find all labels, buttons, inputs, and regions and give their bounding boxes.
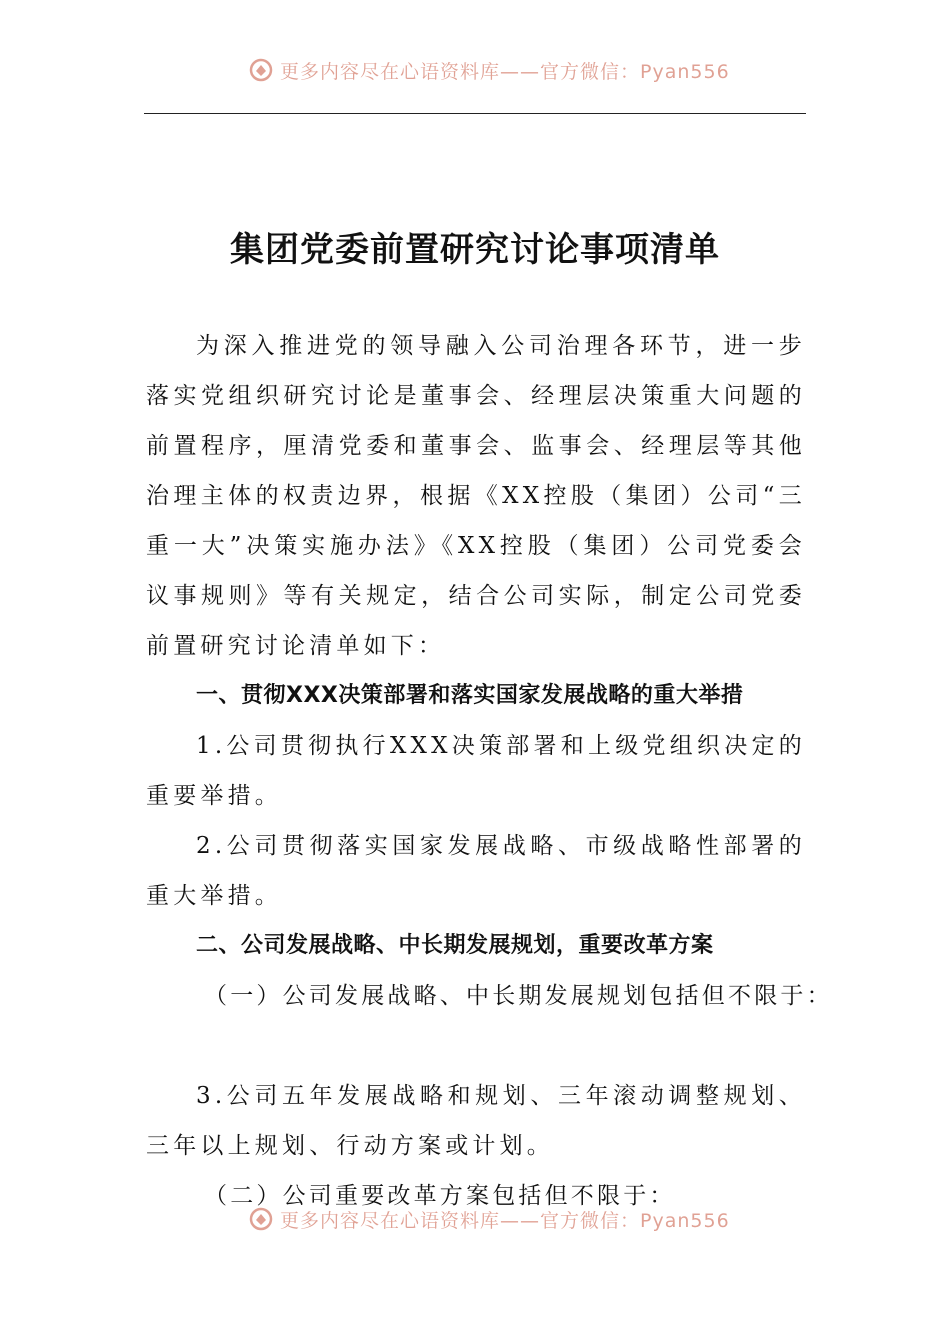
footer-watermark — [248, 1206, 768, 1232]
watermark-text: 更多内容尽在心语资料库——官方微信：Pyan556 — [280, 1209, 730, 1232]
header-watermark — [248, 57, 768, 83]
blank-line — [146, 1021, 806, 1071]
document-body — [146, 321, 833, 1221]
brand-logo-icon — [248, 1206, 274, 1232]
intro-paragraph: 为深入推进党的领导融入公司治理各环节，进一步落实党组织研究讨论是董事会、经理层决策重大问题的前置程序，厘清党委和董事会、监事会、经理层等其他治理主体的权责边界，根据《XX控股（集团）公司“三重一大”决策实施办法》《XX控股（集团）公司党委会议事规则》等有关规定，结合公司实际，制定公司党委前置研究讨论清单如下： — [146, 333, 806, 659]
section-heading-1: 一、贯彻XXX决策部署和落实国家发展战略的重大举措 — [196, 683, 744, 708]
brand-logo-icon — [248, 57, 274, 83]
subsection-heading-1: （一）公司发展战略、中长期发展规划包括但不限于： — [204, 983, 833, 1009]
watermark-text: 更多内容尽在心语资料库——官方微信：Pyan556 — [280, 60, 730, 83]
header-divider — [144, 113, 806, 114]
subsection-heading-2: （二）公司重要改革方案包括但不限于： — [204, 1183, 676, 1209]
list-item-2: 2.公司贯彻落实国家发展战略、市级战略性部署的重大举措。 — [146, 833, 806, 909]
list-item-3: 3.公司五年发展战略和规划、三年滚动调整规划、三年以上规划、行动方案或计划。 — [146, 1083, 806, 1159]
section-heading-2: 二、公司发展战略、中长期发展规划，重要改革方案 — [196, 933, 714, 958]
list-item-1: 1.公司贯彻执行XXX决策部署和上级党组织决定的重要举措。 — [146, 733, 806, 809]
document-title: 集团党委前置研究讨论事项清单 — [230, 230, 720, 270]
